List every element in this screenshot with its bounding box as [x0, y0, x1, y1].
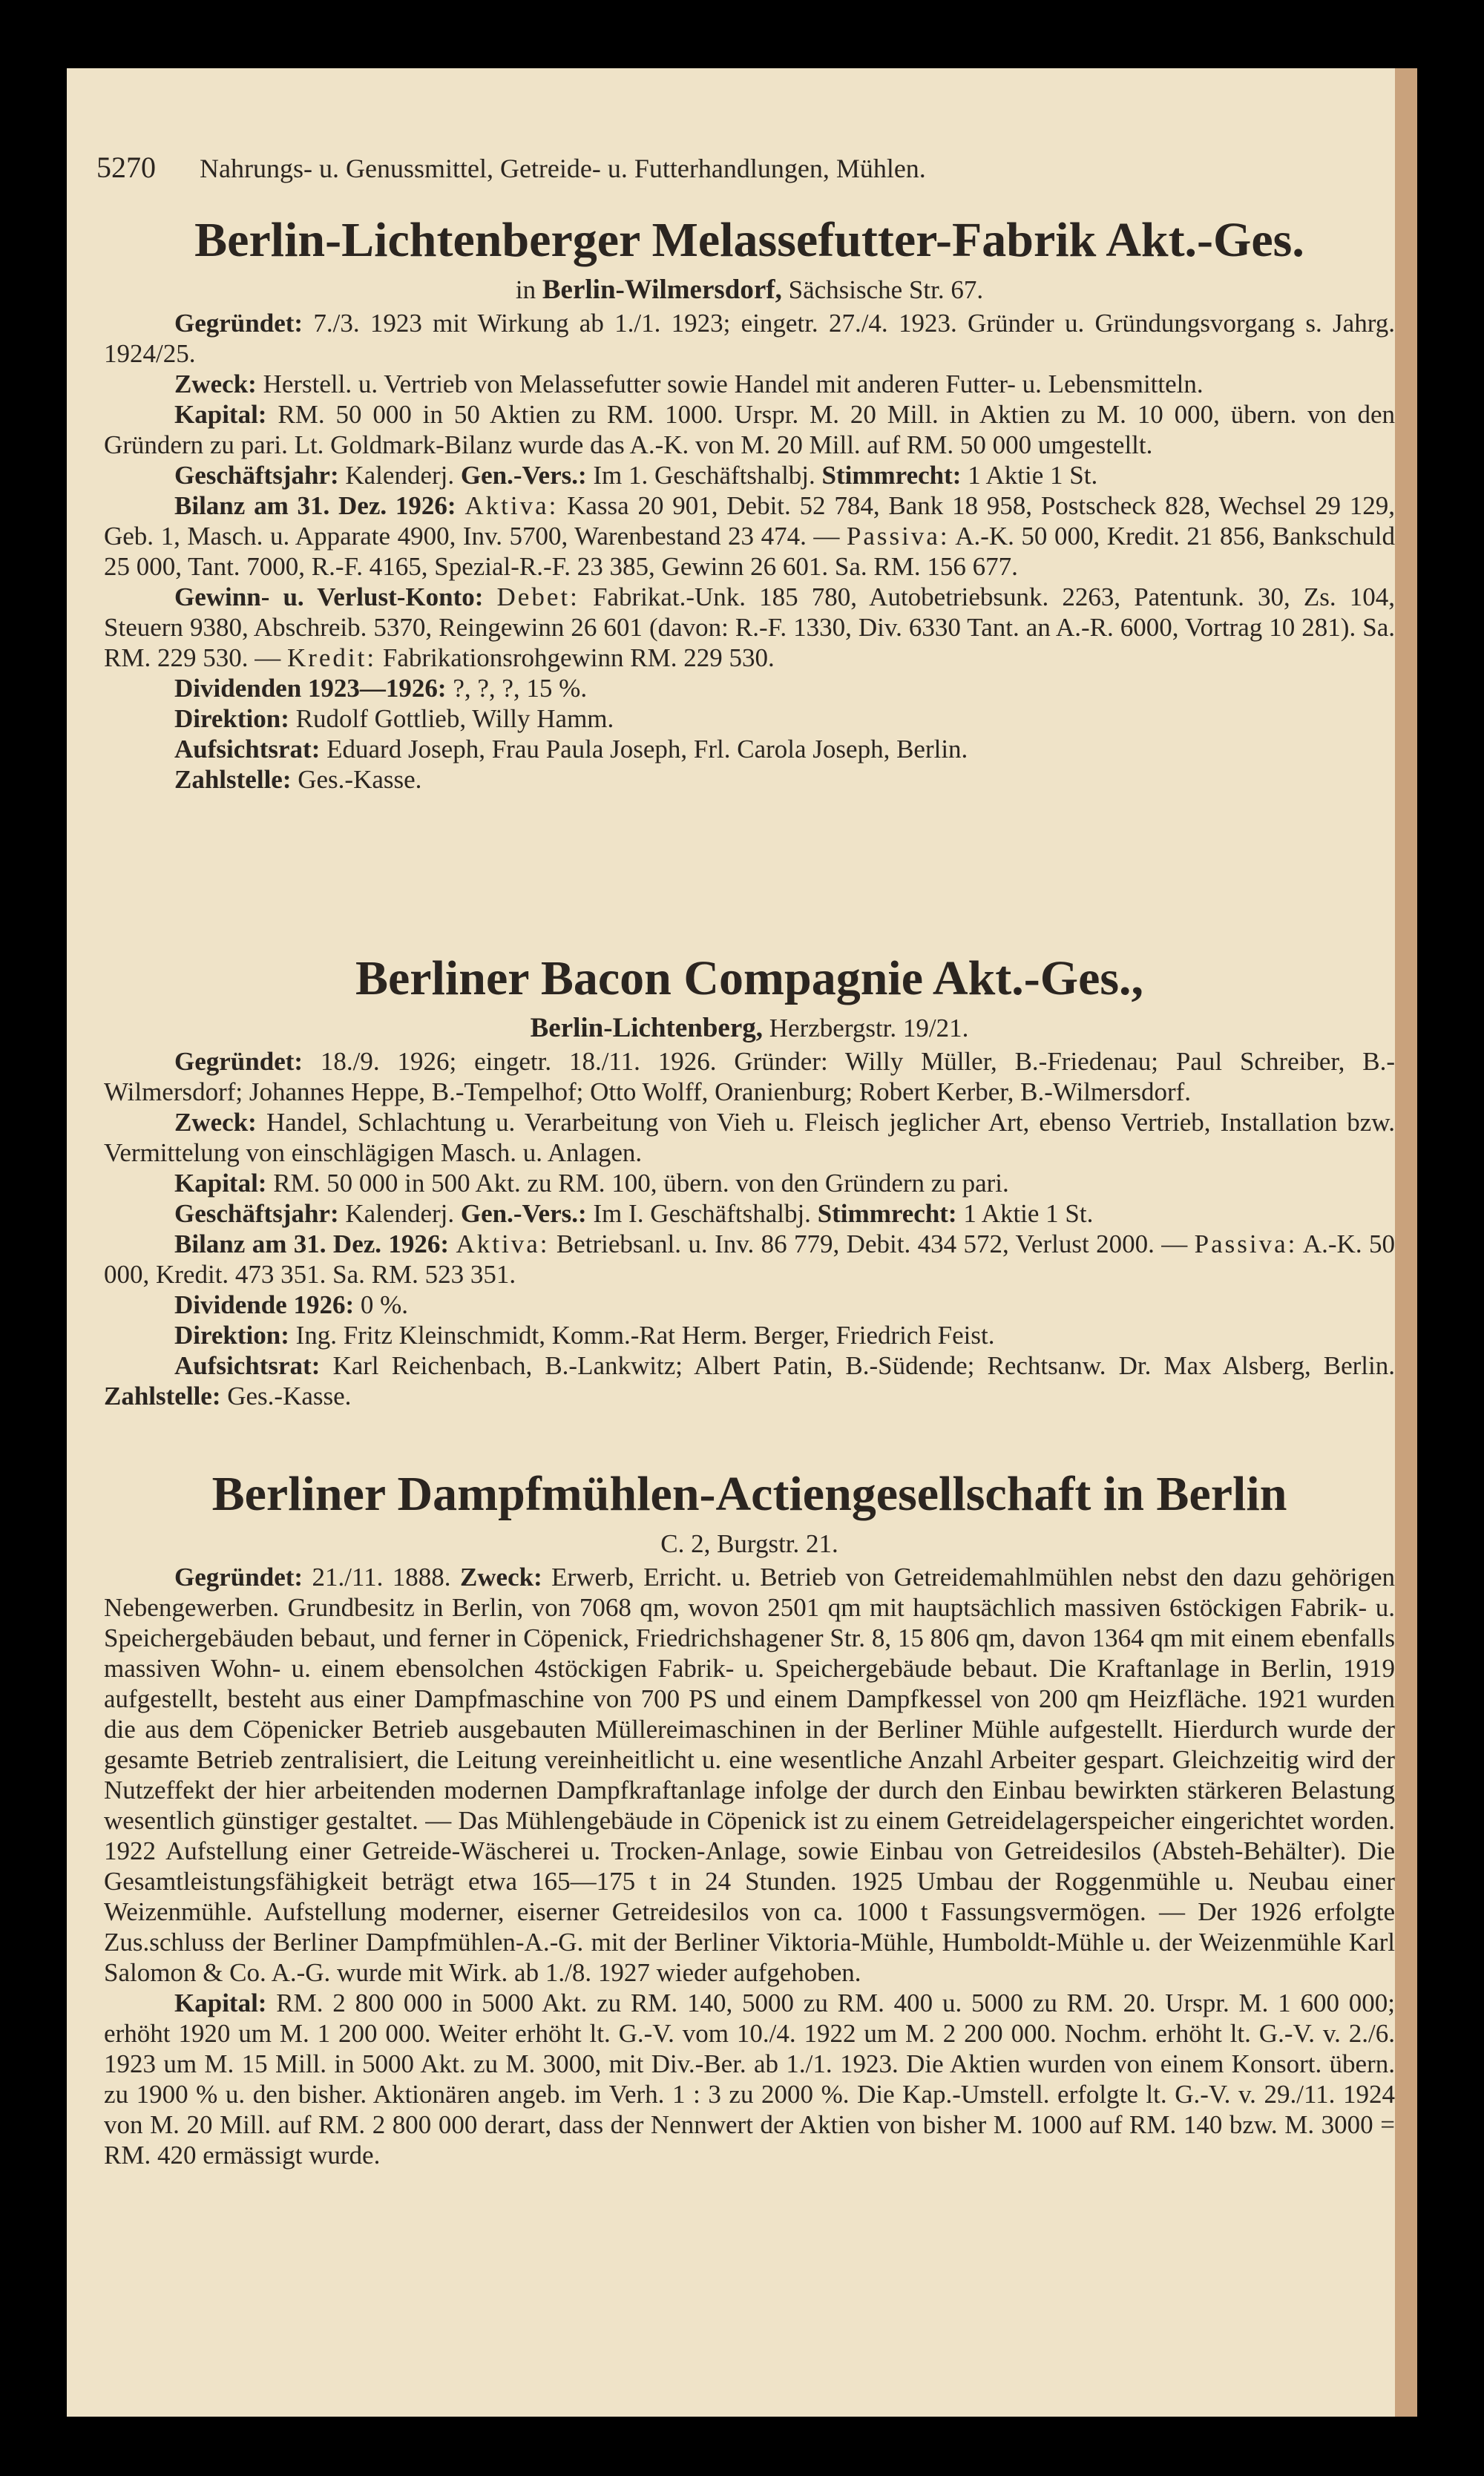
- entry-title: Berlin-Lichtenberger Melassefutter-Fabrik Akt.-Ges.: [194, 213, 1304, 267]
- field-guv: Gewinn- u. Verlust-Konto: Debet: Fabrikat.-Unk. 185 780, Autobetriebsunk. 2263, Patentunk. 30, Zs. 104, Steuern 9380, Abschreib. 5370, Reingewinn 26 601 (davon: R.-F. 1330, Div. 6330 Tant. an A.-R. 6000, Vortrag 10 281). Sa. RM. 229 530. — Kredit: Fabrikationsrohgewinn RM. 229 530.: [104, 582, 1396, 672]
- field-zahlstelle: Zahlstelle: Ges.-Kasse.: [174, 765, 422, 794]
- field-dividende: Dividende 1926: 0 %.: [174, 1290, 409, 1319]
- field-dividenden: Dividenden 1923—1926: ?, ?, ?, 15 %.: [174, 674, 588, 703]
- entry-location: Berlin-Lichtenberg, Herzbergstr. 19/21.: [530, 1013, 969, 1043]
- field-bilanz: Bilanz am 31. Dez. 1926: Aktiva: Kassa 20 901, Debit. 52 784, Bank 18 958, Postscheck 828, Wechsel 29 129, Geb. 1, Masch. u. Apparate 4900, Inv. 5700, Warenbestand 23 474. — Passiva: A.-K. 50 000, Kredit. 21 856, Bankschuld 25 000, Tant. 7000, R.-F. 4165, Spezial-R.-F. 23 385, Gewinn 26 601. Sa. RM. 156 677.: [104, 491, 1396, 581]
- page-number: 5270: [96, 151, 156, 184]
- field-gegruendet: Gegründet: 7./3. 1923 mit Wirkung ab 1./1. 1923; eingetr. 27./4. 1923. Gründer u. Gründungsvorgang s. Jahrg. 1924/25.: [104, 309, 1395, 368]
- entry-title: Berliner Dampfmühlen-Actiengesellschaft in Berlin: [211, 1467, 1287, 1521]
- field-geschaeftsjahr: Geschäftsjahr: Kalenderj. Gen.-Vers.: Im I. Geschäftshalbj. Stimmrecht: 1 Aktie 1 St.: [174, 1199, 1094, 1228]
- entry-city: Berlin-Lichtenberg,: [530, 1013, 764, 1043]
- field-direktion: Direktion: Ing. Fritz Kleinschmidt, Komm.-Rat Herm. Berger, Friedrich Feist.: [174, 1321, 995, 1350]
- field-zweck: Zweck: Herstell. u. Vertrieb von Melassefutter sowie Handel mit anderen Futter- u. Lebensmitteln.: [174, 370, 1204, 398]
- document-page: [67, 68, 1417, 2417]
- entry-location: in Berlin-Wilmersdorf, Sächsische Str. 67.: [515, 275, 984, 305]
- entry-title: Berliner Bacon Compagnie Akt.-Ges.,: [355, 951, 1144, 1005]
- entry-melassefutter: [104, 209, 1395, 795]
- field-kapital: Kapital: RM. 50 000 in 50 Aktien zu RM. 1000. Urspr. M. 20 Mill. in Aktien zu M. 10 000, übern. von den Gründern zu pari. Lt. Goldmark-Bilanz wurde das A.-K. von M. 20 Mill. auf RM. 50 000 umgestellt.: [104, 400, 1396, 459]
- running-header: [96, 150, 1417, 185]
- field-direktion: Direktion: Rudolf Gottlieb, Willy Hamm.: [174, 704, 614, 733]
- field-kapital: Kapital: RM. 50 000 in 500 Akt. zu RM. 100, übern. von den Gründern zu pari.: [174, 1169, 1009, 1198]
- field-zweck: Zweck: Handel, Schlachtung u. Verarbeitung von Vieh u. Fleisch jeglicher Art, ebenso Vertrieb, Installation bzw. Vermittelung von einschlägigen Masch. u. Anlagen.: [104, 1108, 1396, 1167]
- entry-bacon-compagnie: [104, 948, 1395, 1411]
- field-geschaeftsjahr: Geschäftsjahr: Kalenderj. Gen.-Vers.: Im 1. Geschäftshalbj. Stimmrecht: 1 Aktie 1 St.: [174, 461, 1098, 490]
- field-aufsichtsrat: Aufsichtsrat: Eduard Joseph, Frau Paula Joseph, Frl. Carola Joseph, Berlin.: [174, 735, 968, 764]
- field-aufsichtsrat: Aufsichtsrat: Karl Reichenbach, B.-Lankwitz; Albert Patin, B.-Südende; Rechtsanw. Dr. Max Alsberg, Berlin. Zahlstelle: Ges.-Kasse.: [104, 1351, 1396, 1411]
- field-gegruendet-zweck: Gegründet: 21./11. 1888. Zweck: Erwerb, Erricht. u. Betrieb von Getreidemahlmühlen nebst den dazu gehörigen Nebengewerben. Grundbesitz in Berlin, von 7068 qm, wovon 2501 qm mit hauptsächlich massiven 6stöckigen Fabrik- u. Speichergebäuden bebaut, und ferner in Cöpenick, Friedrichshagener Str. 8, 15 806 qm, davon 1364 qm mit einem ebenfalls massiven Wohn- u. einem ebensolchen 4stöckigen Fabrik- u. Speichergebäude bebaut. Die Kraftanlage in Berlin, 1919 aufgestellt, besteht aus einer Dampfmaschine von 700 PS und einem Dampfkessel von 200 qm Heizfläche. 1921 wurden die aus dem Cöpenicker Betrieb ausgebauten Müllereimaschinen in der Berliner Mühle aufgestellt. Hierdurch wurde der gesamte Betrieb zentralisiert, die Leitung vereinheitlicht u. eine wesentliche Anzahl Arbeiter gespart. Gleichzeitig wird der Nutzeffekt der hier arbeitenden modernen Dampfkraftanlage infolge der durch den Einbau bewirkten stärkeren Belastung wesentlich günstiger gestaltet. — Das Mühlengebäude in Cöpenick ist zu einem Getreidelagerspeicher eingerichtet worden. 1922 Aufstellung einer Getreide-Wäscherei u. Trocken-Anlage, sowie Einbau von Getreidesilos (Absteh-Behälter). Die Gesamtleistungsfähigkeit beträgt etwa 165—175 t in 24 Stunden. 1925 Umbau der Roggenmühle u. Neubau einer Weizenmühle. Aufstellung moderner, eiserner Getreidesilos von ca. 1000 t Fassungsvermögen. — Der 1926 erfolgte Zus.schluss der Berliner Dampfmühlen-A.-G. mit der Berliner Viktoria-Mühle, Humboldt-Mühle u. der Weizenmühle Karl Salomon & Co. A.-G. wurde mit Wirk. ab 1./8. 1927 wieder aufgehoben.: [104, 1563, 1396, 1987]
- field-bilanz: Bilanz am 31. Dez. 1926: Aktiva: Betriebsanl. u. Inv. 86 779, Debit. 434 572, Verlust 2000. — Passiva: A.-K. 50 000, Kredit. 473 351. Sa. RM. 523 351.: [104, 1229, 1395, 1289]
- running-title: Nahrungs- u. Genussmittel, Getreide- u. Futterhandlungen, Mühlen.: [200, 154, 926, 183]
- entry-dampfmuehlen: [104, 1463, 1395, 2170]
- page-edge: [1395, 68, 1417, 2417]
- entry-city: Berlin-Wilmersdorf,: [542, 275, 782, 305]
- entry-location: C. 2, Burgstr. 21.: [660, 1529, 838, 1558]
- field-kapital: Kapital: RM. 2 800 000 in 5000 Akt. zu RM. 140, 5000 zu RM. 400 u. 5000 zu RM. 20. Urspr. M. 1 600 000; erhöht 1920 um M. 1 200 000. Weiter erhöht lt. G.-V. vom 10./4. 1922 um M. 2 200 000. Nochm. erhöht lt. G.-V. v. 2./6. 1923 um M. 15 Mill. in 5000 Akt. zu M. 3000, mit Div.-Ber. ab 1./1. 1923. Die Aktien wurden von einem Konsort. übern. zu 1900 % u. den bisher. Aktionären angeb. im Verh. 1 : 3 zu 2000 %. Die Kap.-Umstell. erfolgte lt. G.-V. v. 29./11. 1924 von M. 20 Mill. auf RM. 2 800 000 derart, dass der Nennwert der Aktien von bisher M. 1000 auf RM. 140 bzw. M. 3000 = RM. 420 ermässigt wurde.: [104, 1989, 1396, 2170]
- field-gegruendet: Gegründet: 18./9. 1926; eingetr. 18./11. 1926. Gründer: Willy Müller, B.-Friedenau; Paul Schreiber, B.-Wilmersdorf; Johannes Heppe, B.-Tempelhof; Otto Wolff, Oranienburg; Robert Kerber, B.-Wilmersdorf.: [104, 1047, 1396, 1106]
